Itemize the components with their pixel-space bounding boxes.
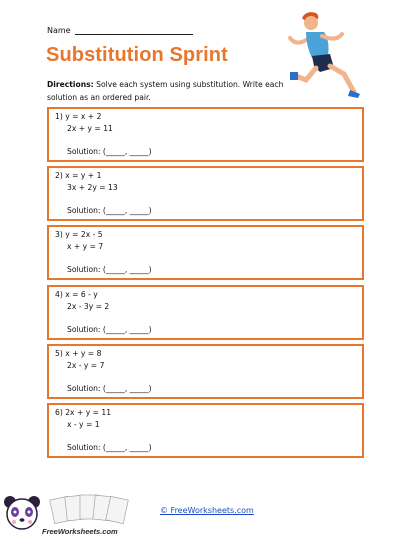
problem-6-solution[interactable]: Solution: (_____, _____) [67, 443, 152, 452]
directions-body: Solve each system using substitution. Write each solution as an ordered pair. [47, 80, 284, 102]
name-blank-line[interactable] [75, 26, 193, 35]
name-label: Name [47, 26, 71, 35]
problem-box-6 [47, 403, 364, 458]
problem-3-equation-1: 3) y = 2x - 5 [55, 230, 103, 239]
problem-box-5 [47, 344, 364, 399]
problem-box-4 [47, 285, 364, 340]
problem-3-equation-2: x + y = 7 [67, 242, 104, 251]
problem-4-equation-2: 2x - 3y = 2 [67, 302, 110, 311]
problem-box-1 [47, 107, 364, 162]
problem-2-equation-1: 2) x = y + 1 [55, 171, 102, 180]
problem-1-solution[interactable]: Solution: (_____, _____) [67, 147, 152, 156]
directions-label: Directions: [47, 80, 94, 89]
problem-3-solution[interactable]: Solution: (_____, _____) [67, 265, 152, 274]
name-field-row [47, 26, 193, 35]
problem-6-equation-1: 6) 2x + y = 11 [55, 408, 112, 417]
problem-5-solution[interactable]: Solution: (_____, _____) [67, 384, 152, 393]
problem-4-equation-1: 4) x = 6 - y [55, 290, 98, 299]
problem-5-equation-1: 5) x + y = 8 [55, 349, 102, 358]
problem-box-3 [47, 225, 364, 280]
problem-2-equation-2: 3x + 2y = 13 [67, 183, 118, 192]
problem-4-solution[interactable]: Solution: (_____, _____) [67, 325, 152, 334]
page-title: Substitution Sprint [46, 44, 228, 66]
problem-5-equation-2: 2x - y = 7 [67, 361, 105, 370]
problem-1-equation-1: 1) y = x + 2 [55, 112, 102, 121]
directions-text [47, 78, 297, 104]
problem-6-equation-2: x - y = 1 [67, 420, 100, 429]
problem-2-solution[interactable]: Solution: (_____, _____) [67, 206, 152, 215]
logo-wordmark: FreeWorksheets.com [42, 527, 118, 536]
problem-1-equation-2: 2x + y = 11 [67, 124, 113, 133]
problem-box-2 [47, 166, 364, 221]
footer-copyright-link[interactable]: © FreeWorksheets.com [160, 506, 254, 515]
